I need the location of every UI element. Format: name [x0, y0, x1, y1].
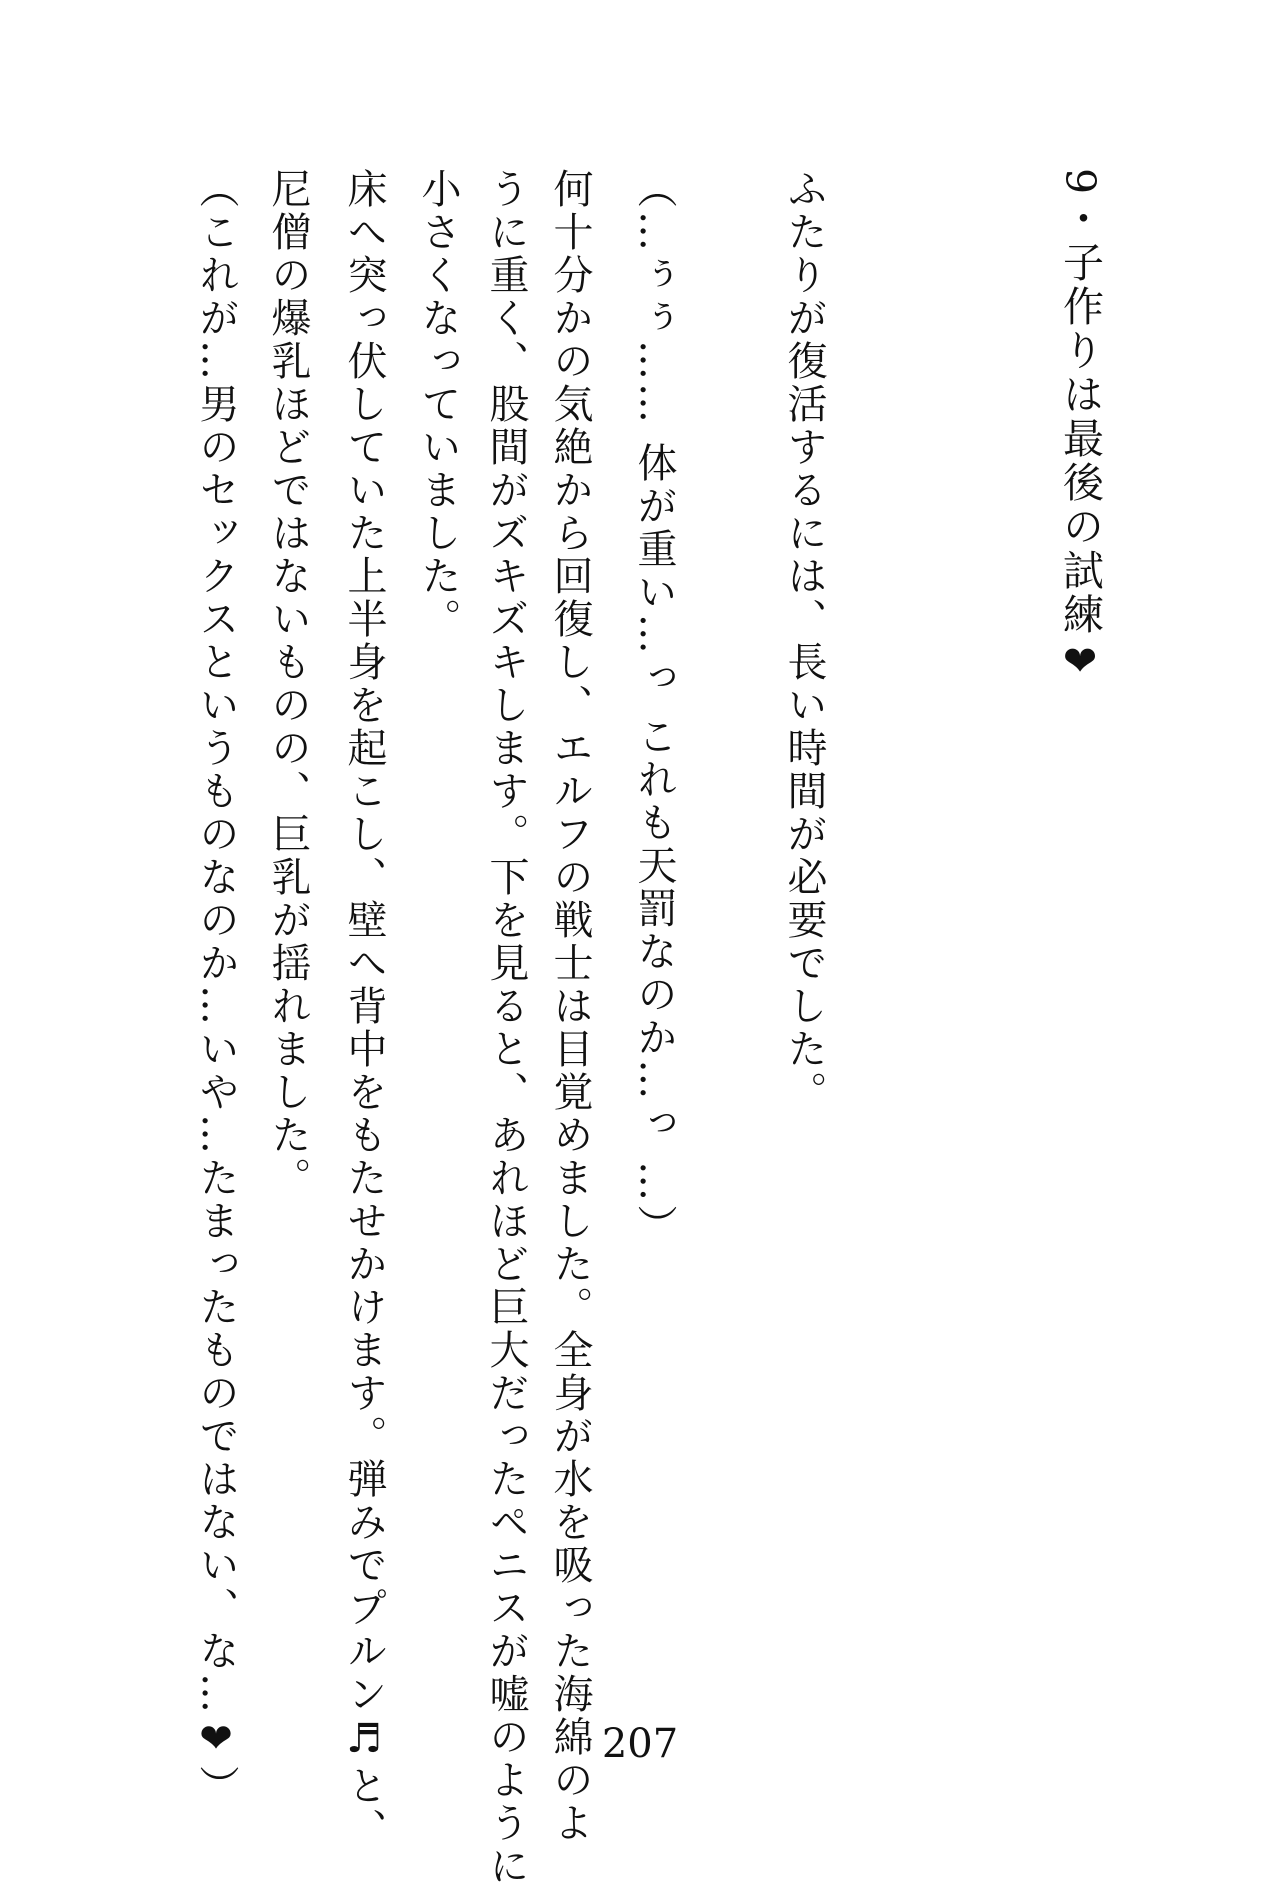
chapter-title: 9・子作りは最後の試練❤ [1056, 168, 1104, 689]
text-line: うに重く、股間がズキズキします。下を見ると、あれほど巨大だったペニスが嘘のように [483, 168, 529, 1888]
text-line: 床へ突っ伏していた上半身を起こし、壁へ背中をもたせかけます。弾みでプルン♬と、 [341, 168, 387, 1851]
page-number: 207 [601, 1721, 679, 1767]
text-line: 尼僧の爆乳ほどではないものの、巨乳が揺れました。 [265, 168, 311, 1200]
text-line: ふたりが復活するには、長い時間が必要でした。 [781, 168, 827, 1114]
text-line: （これが…男のセックスというものなのか…いや…たまったものではない、な…❤） [193, 168, 239, 1808]
text-line: （…ぅぅ…… 体が重い…っ これも天罰なのか…っ …） [631, 168, 677, 1248]
text-line: 何十分かの気絶から回復し、エルフの戦士は目覚めました。全身が水を吸った海綿のよ [547, 168, 593, 1845]
text-line: 小さくなっていました。 [415, 168, 461, 641]
